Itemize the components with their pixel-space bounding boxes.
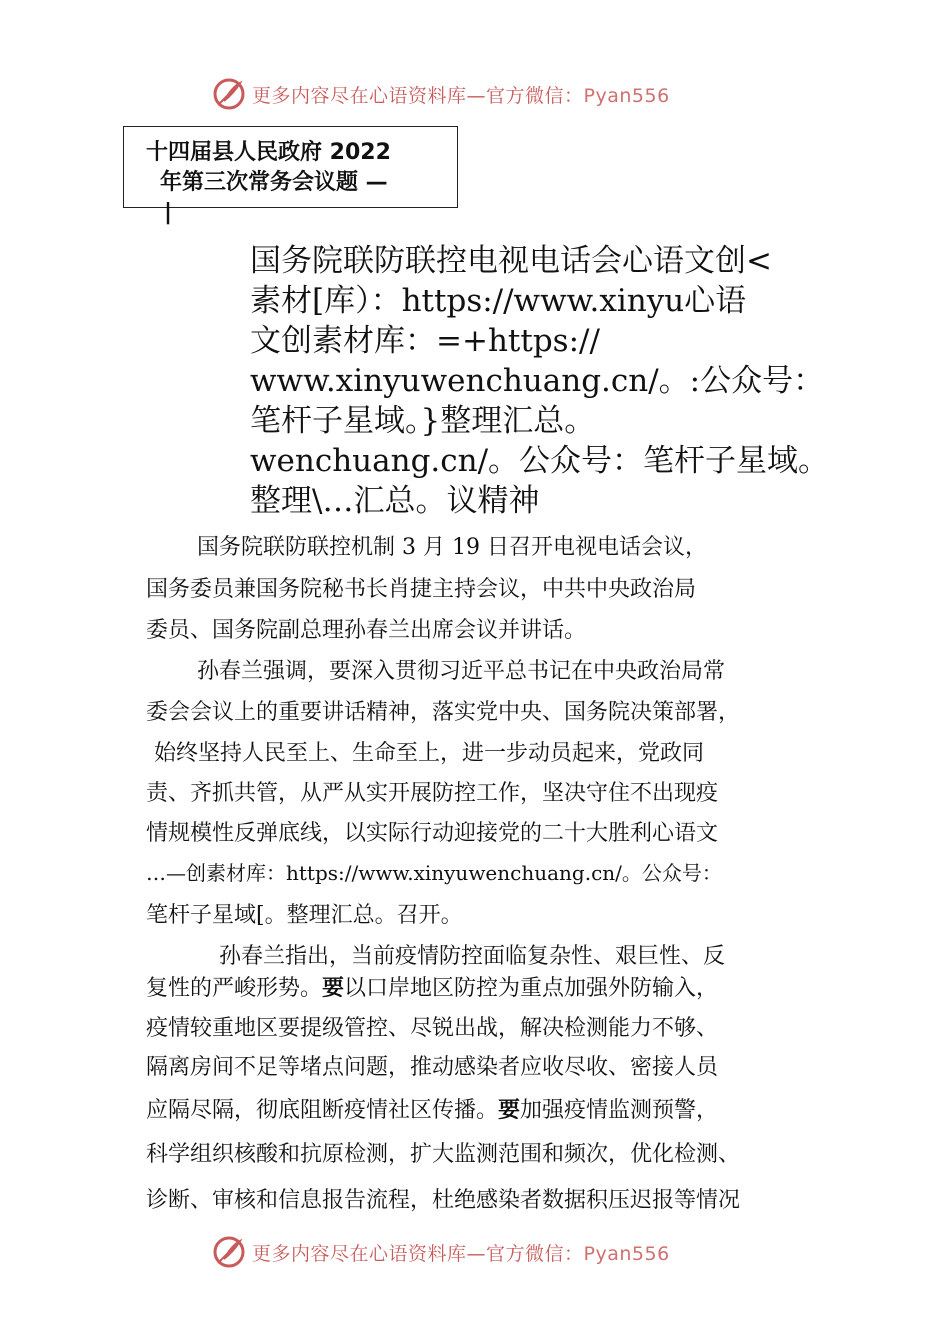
title-line-1: 十四届县人民政府 2022 xyxy=(146,140,391,165)
feather-logo-icon xyxy=(212,1235,246,1269)
body-line: 隔离房间不足等堵点问题，推动感染者应收尽收、密接人员 xyxy=(146,1055,719,1080)
body-line xyxy=(146,1093,718,1124)
body-line xyxy=(146,971,718,1002)
body-line: 委会会议上的重要讲话精神，落实党中央、国务院决策部署， xyxy=(146,700,741,725)
emphasis-yao: 要 xyxy=(498,1098,521,1123)
body-line: 情规模性反弹底线，以实际行动迎接党的二十大胜利心语文 xyxy=(146,821,719,846)
title-box xyxy=(123,126,458,225)
heading-line: 文创素材库：=+https:// xyxy=(250,323,600,359)
body-line: …—创素材库：https://www.xinyuwenchuang.cn/。公众号： xyxy=(146,861,722,885)
body-line-text: 复性的严峻形势。 xyxy=(146,976,323,1001)
body-line-text: 应隔尽隔，彻底阻断疫情社区传播。 xyxy=(146,1098,499,1123)
heading-line: 整理\…汇总。议精神 xyxy=(250,483,540,519)
watermark-footer xyxy=(212,1235,670,1269)
body-line: 委员、国务院副总理孙春兰出席会议并讲话。 xyxy=(146,618,587,643)
body-line: 笔杆子星域[。整理汇总。召开。 xyxy=(146,903,463,928)
title-line-3: | xyxy=(164,200,173,225)
heading-line: 笔杆子星域。}整理汇总。 xyxy=(250,403,596,439)
watermark-text: 更多内容尽在心语资料库—官方微信：Pyan556 xyxy=(252,84,670,107)
body-line-text: 加强疫情监测预警， xyxy=(520,1098,719,1123)
body-line-text: 以口岸地区防控为重点加强外防输入， xyxy=(344,976,719,1001)
body-line: 孙春兰指出，当前疫情防控面临复杂性、艰巨性、反 xyxy=(219,944,726,969)
feather-logo-icon xyxy=(212,77,246,111)
heading-line: 素材[库）：https://www.xinyu心语 xyxy=(250,283,747,319)
body-line: 责、齐抓共管，从严从实开展防控工作，坚决守住不出现疫 xyxy=(146,781,719,806)
body-line: 国务委员兼国务院秘书长肖捷主持会议，中共中央政治局 xyxy=(146,577,697,602)
watermark-id: Pyan556 xyxy=(583,84,670,107)
watermark-id: Pyan556 xyxy=(583,1242,670,1265)
title-line-2: 年第三次常务会议题 — xyxy=(160,170,388,195)
body-line: 科学组织核酸和抗原检测，扩大监测范围和频次，优化检测、 xyxy=(146,1142,741,1167)
heading-line: 国务院联防联控电视电话会心语文创< xyxy=(250,243,772,279)
heading-line: www.xinyuwenchuang.cn/。:公众号： xyxy=(250,363,825,399)
body-line: 国务院联防联控机制 3 月 19 日召开电视电话会议， xyxy=(197,535,707,560)
heading-line: wenchuang.cn/。公众号：笔杆子星域。 xyxy=(250,443,830,479)
body-line: 诊断、审核和信息报告流程，杜绝感染者数据积压迟报等情况 xyxy=(146,1188,741,1213)
body-line: 孙春兰强调，要深入贯彻习近平总书记在中央政治局常 xyxy=(197,659,726,684)
emphasis-yao: 要 xyxy=(322,976,345,1001)
watermark-text: 更多内容尽在心语资料库—官方微信：Pyan556 xyxy=(252,1242,670,1265)
body-line: 始终坚持人民至上、生命至上，进一步动员起来，党政同 xyxy=(154,741,705,766)
watermark-header xyxy=(212,77,670,111)
body-line: 疫情较重地区要提级管控、尽锐出战，解决检测能力不够、 xyxy=(146,1016,719,1041)
